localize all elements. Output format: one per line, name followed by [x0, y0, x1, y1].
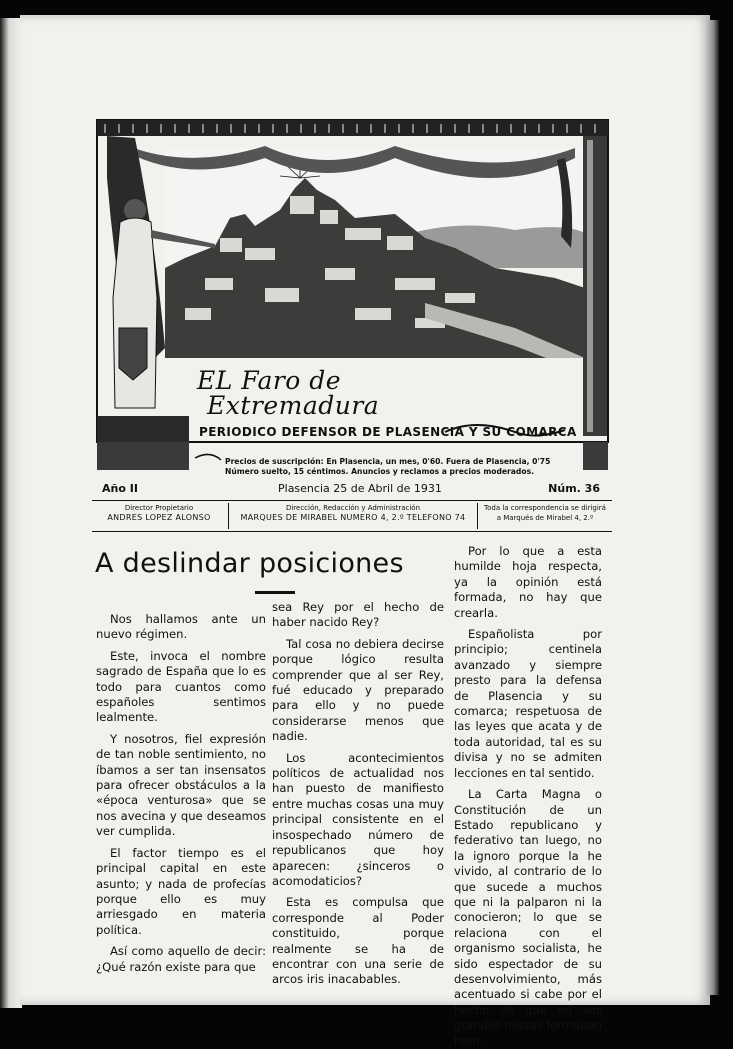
issue-row — [98, 482, 606, 498]
issue-year: Año II — [102, 482, 138, 495]
article-column-2 — [272, 600, 444, 988]
director-cell — [92, 503, 226, 529]
prices-line2: Número suelto, 15 céntimos. Anuncios y reclamos a precios moderados. — [225, 467, 534, 476]
issue-number: Núm. 36 — [548, 482, 600, 495]
issue-date: Plasencia 25 de Abril de 1931 — [278, 482, 442, 495]
publication-info-box — [92, 500, 612, 532]
article-headline: A deslindar posiciones — [95, 548, 404, 579]
paragraph: Por lo que a esta humilde hoja respecta, ya la opinión está formada, no hay que crearla. — [454, 544, 602, 620]
article-column-1 — [96, 606, 266, 975]
correspondence-cell — [478, 503, 612, 529]
previous-page-edge — [0, 18, 22, 1008]
paragraph: Españolista por principio; centinela avanzado y siempre presto para la defensa de Plasencia y su comarca; respetuosa de las leyes que acata y de toda autoridad, tal es su divisa y no se admiten lecciones en tal sentido. — [454, 627, 602, 780]
correspondence-line1: Toda la correspondencia se dirigirá — [484, 504, 606, 512]
article-column-3 — [454, 538, 602, 1049]
paragraph: Y nosotros, fiel expresión de tan noble sentimiento, no íbamos a ser tan insensatos para ofrecer obstáculos a la «época venturosa» que se nos avecina y que deseamos ver cumplida. — [96, 731, 266, 839]
masthead — [95, 118, 610, 476]
headline-divider — [255, 591, 295, 594]
office-cell — [228, 503, 478, 529]
director-label: Director Propietario — [124, 504, 194, 512]
subscription-prices — [225, 457, 550, 477]
paragraph: Así como aquello de decir: ¿Qué razón existe para que — [96, 944, 266, 974]
prices-line1: Precios de suscripción: En Plasencia, un mes, 0'60. Fuera de Plasencia, 0'75 — [225, 457, 551, 466]
director-name: ANDRES LOPEZ ALONSO — [107, 513, 211, 522]
paragraph: sea Rey por el hecho de haber nacido Rey? — [272, 600, 444, 630]
paragraph: Este, invoca el nombre sagrado de España que lo es todo para cuantos como españoles sentimos lealmente. — [96, 648, 266, 725]
newspaper-title-line1: EL Faro de — [197, 366, 342, 395]
newspaper-title-line2: Extremadura — [207, 391, 380, 420]
paragraph: Tal cosa no debiera decirse porque lógico resulta comprender que al ser Rey, fué educado y preparado para ello y no puede considerarse menos que nadie. — [272, 636, 444, 744]
office-label: Dirección, Redacción y Administración — [285, 504, 421, 512]
office-address: MARQUES DE MIRABEL NUMERO 4, 2.º TELEFONO 74 — [240, 513, 466, 522]
paragraph: El factor tiempo es el principal capital en este asunto; y nada de profecías porque ello es muy arriesgado en materia política. — [96, 845, 266, 937]
paragraph: Nos hallamos ante un nuevo régimen. — [96, 612, 266, 642]
newspaper-subtitle: PERIODICO DEFENSOR DE PLASENCIA Y SU COMARCA — [199, 425, 577, 439]
paragraph: La Carta Magna o Constitución de un Estado republicano y federativo tan luego, no la ignoro porque la he vivido, al contrario de lo que sucede a muchos que ni la palparon ni la conocieron; lo que se relaciona con el organismo socialista, he sido espectador de su desenvolvimiento, más acentuado si cabe por el hecho de que en sus grandes masas formaban hom- — [454, 787, 603, 1048]
paragraph: Esta es compulsa que corresponde al Poder constituido, porque realmente se ha de encontrar con una serie de arcos iris inacabables. — [272, 895, 444, 987]
paragraph: Los acontecimientos políticos de actualidad nos han puesto de manifiesto entre muchas cosas una muy principal consistente en el insospechado número de republicanos que hoy aparecen: ¿sinceros o acomodaticios? — [272, 750, 444, 888]
correspondence-line2: a Marqués de Mirabel 4, 2.º — [496, 514, 594, 522]
page-binding-shadow — [705, 20, 719, 995]
